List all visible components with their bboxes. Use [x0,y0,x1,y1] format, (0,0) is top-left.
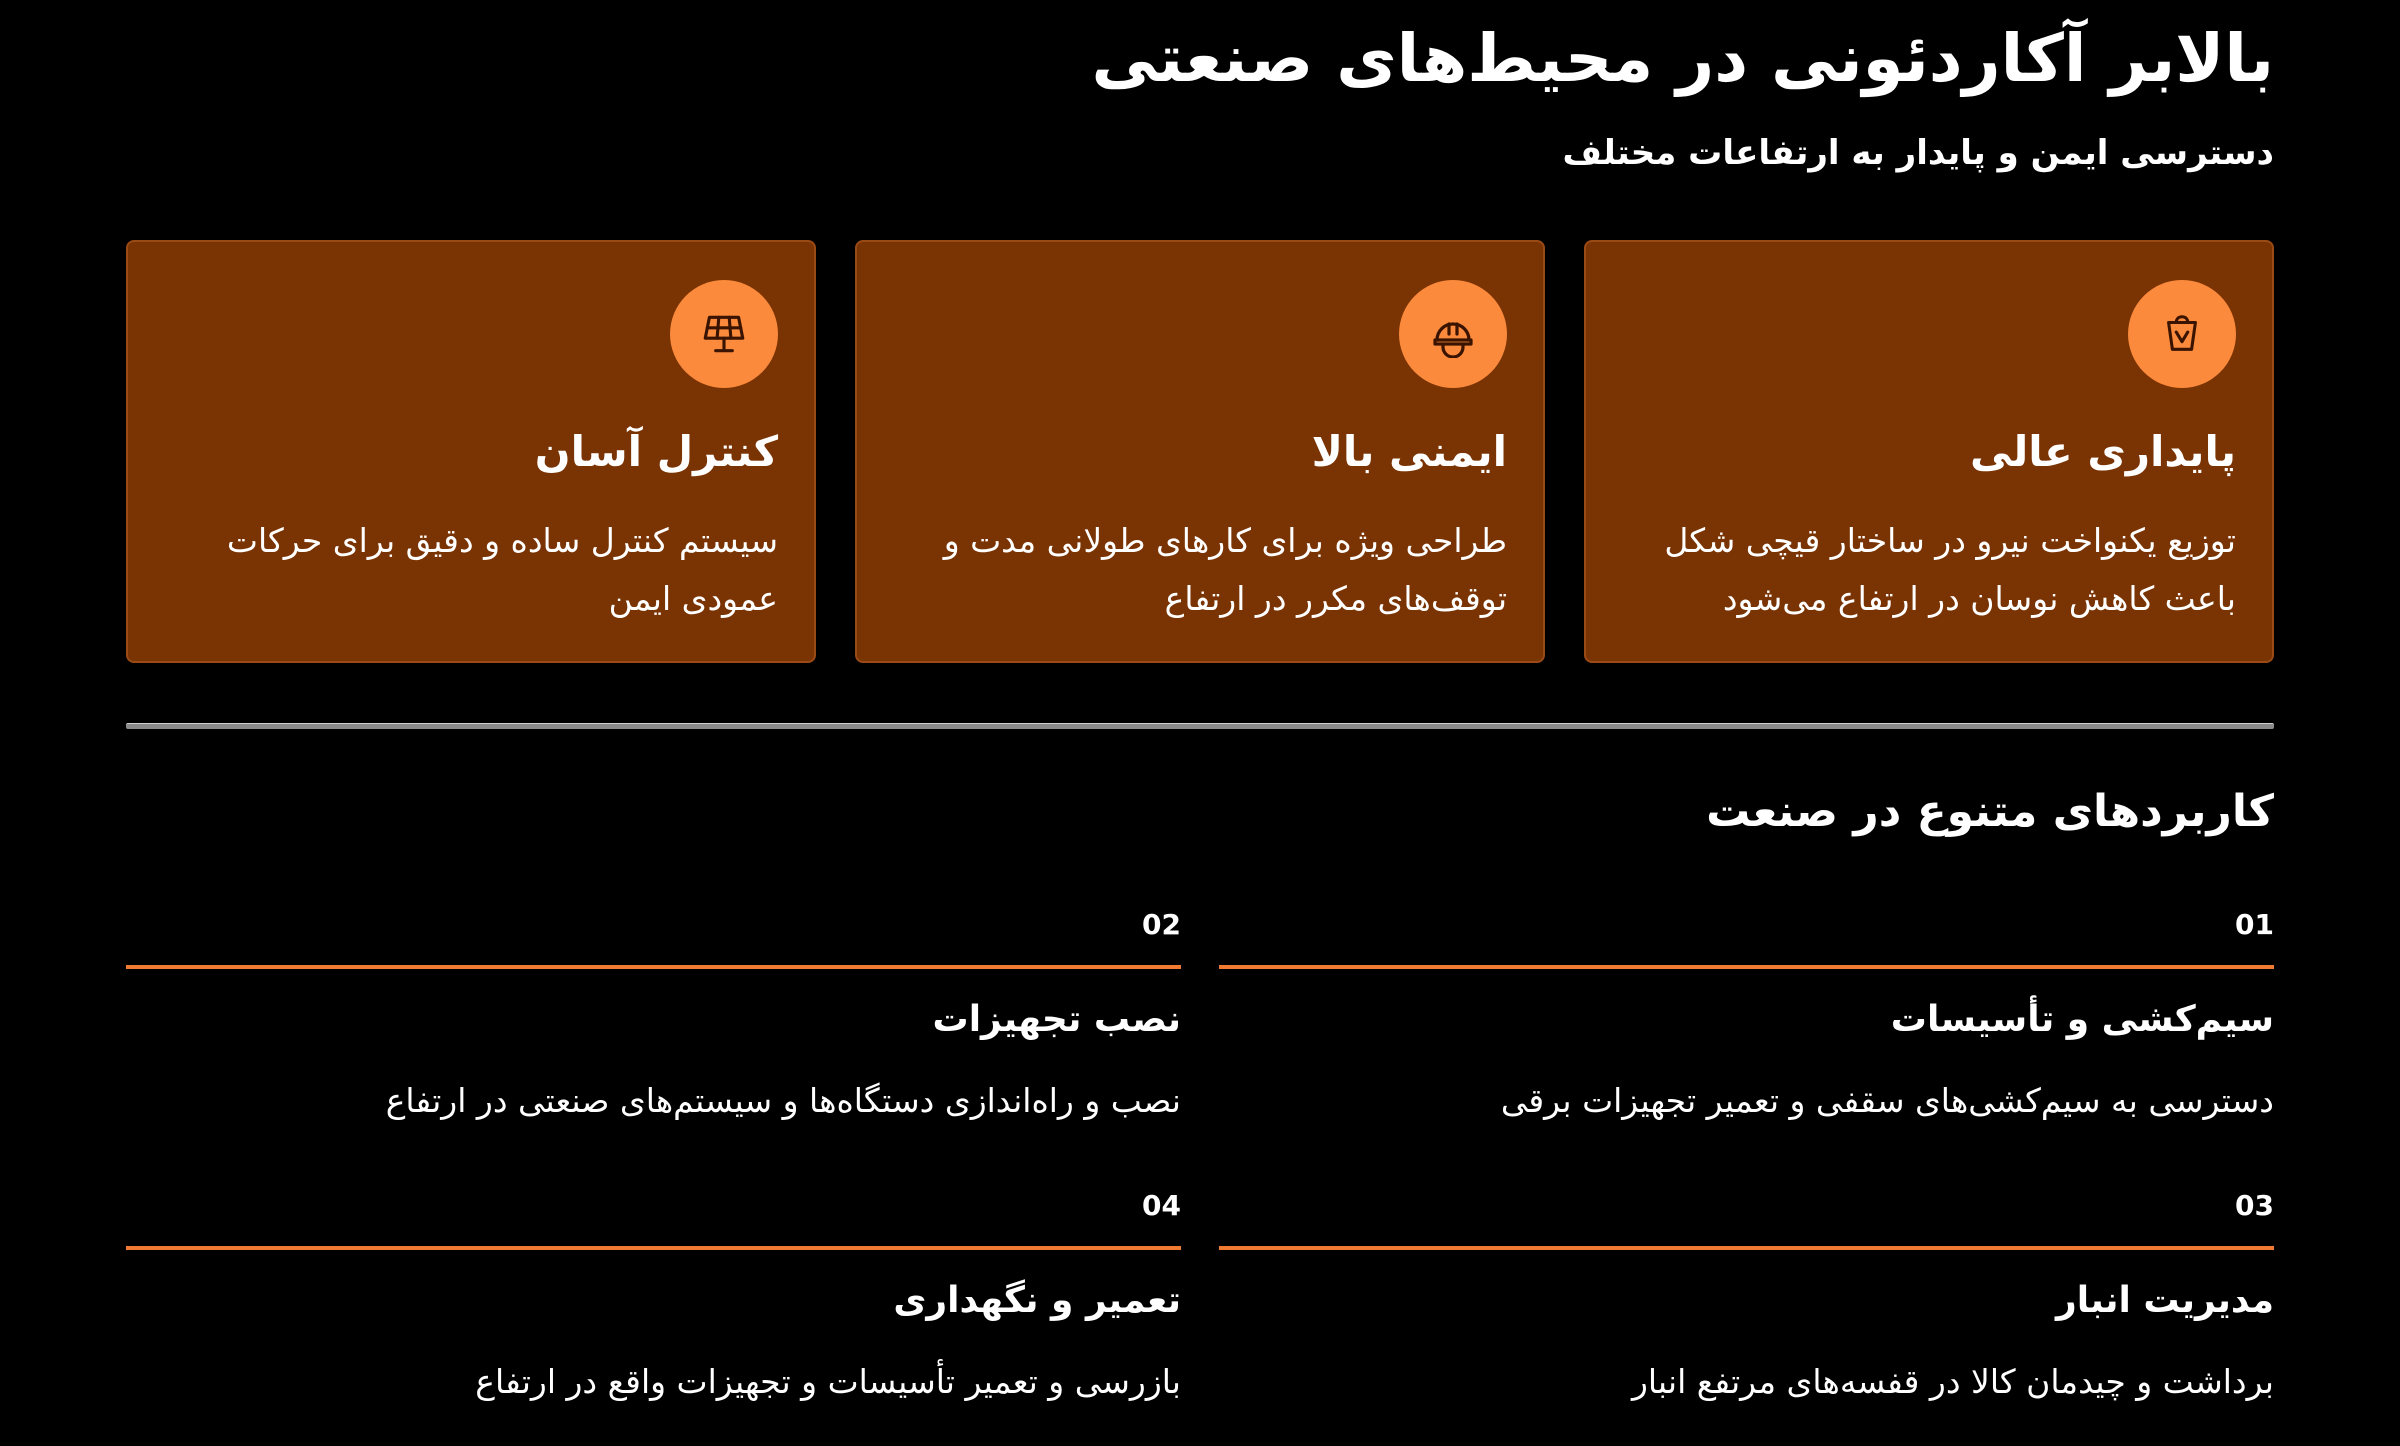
application-item [1219,905,2274,1165]
application-rule [1219,1246,2274,1250]
application-item [126,905,1181,1165]
application-number: 01 [2235,908,2274,941]
feature-card-safety [855,240,1545,663]
page-subtitle: دسترسی ایمن و پایدار به ارتفاعات مختلف [1562,133,2274,173]
application-item [126,1186,1181,1446]
application-item [1219,1186,2274,1446]
application-rule [1219,965,2274,969]
solar-panel-icon [670,280,778,388]
application-description: نصب و راه‌اندازی دستگاه‌ها و سیستم‌های صنعتی در ارتفاع [385,1081,1181,1120]
application-title: نصب تجهیزات [932,999,1181,1040]
application-title: سیم‌کشی و تأسیسات [1890,999,2274,1040]
applications-title: کاربردهای متنوع در صنعت [1706,786,2274,837]
hard-hat-icon [1399,280,1507,388]
feature-card-control [126,240,816,663]
bucket-icon [2128,280,2236,388]
feature-title: ایمنی بالا [1311,427,1507,476]
application-number: 02 [1142,908,1181,941]
feature-description: سیستم کنترل ساده و دقیق برای حرکات عمودی ایمن [226,521,778,618]
feature-card-stability [1584,240,2274,663]
application-rule [126,1246,1181,1250]
feature-cards [126,240,2274,663]
application-title: تعمیر و نگهداری [893,1280,1181,1321]
application-title: مدیریت انبار [2056,1280,2274,1321]
section-divider [126,723,2274,729]
feature-description: طراحی ویژه برای کارهای طولانی مدت و توقف‌های مکرر در ارتفاع [943,521,1507,618]
application-number: 03 [2235,1189,2274,1222]
page-title: بالابر آکاردئونی در محیط‌های صنعتی [1091,20,2274,97]
application-description: دسترسی به سیم‌کشی‌های سقفی و تعمیر تجهیزات برقی [1500,1081,2274,1120]
feature-title: پایداری عالی [1970,427,2236,476]
feature-title: کنترل آسان [534,427,778,476]
page [126,0,2274,1432]
application-description: بازرسی و تعمیر تأسیسات و تجهیزات واقع در ارتفاع [475,1362,1181,1401]
application-number: 04 [1142,1189,1181,1222]
application-rule [126,965,1181,969]
application-description: برداشت و چیدمان کالا در قفسه‌های مرتفع انبار [1631,1362,2274,1401]
feature-description: توزیع یکنواخت نیرو در ساختار قیچی شکل باعث کاهش نوسان در ارتفاع می‌شود [1664,521,2236,618]
